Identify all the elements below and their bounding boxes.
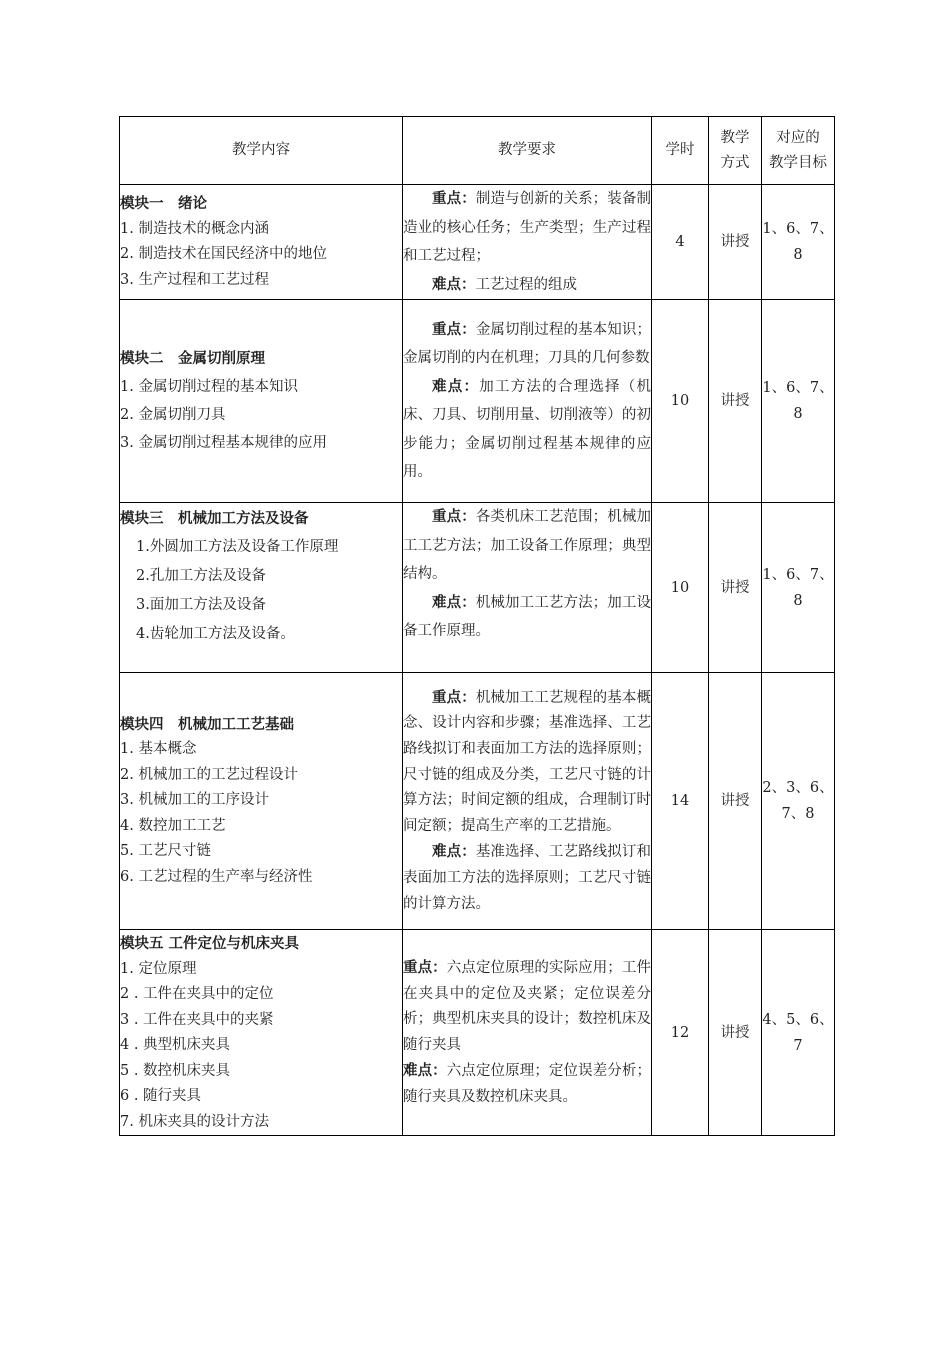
requirement-cell: [403, 673, 652, 930]
content-cell: [120, 300, 403, 503]
module-title: 模块二 金属切削原理: [120, 350, 265, 367]
method-cell: 讲授: [709, 185, 762, 300]
content-cell: [120, 185, 403, 300]
difficulty-text: 加工方法的合理选择（机床、刀具、切削用量、切削液等）的初步能力；金属切削过程基本规律的应用。: [403, 378, 652, 480]
key-label: 重点：: [432, 508, 476, 525]
syllabus-table: [119, 116, 835, 1136]
requirement-cell: [403, 930, 652, 1136]
goal-cell: 4、5、6、7: [762, 930, 835, 1136]
requirement-cell: [403, 503, 652, 673]
key-text: 各类机床工艺范围；机械加工工艺方法；加工设备工作原理；典型结构。: [403, 509, 652, 582]
table-row: [120, 503, 835, 673]
list-item: 4 . 典型机床夹具: [120, 1037, 231, 1053]
method-cell: 讲授: [709, 673, 762, 930]
hours-cell: 4: [652, 185, 709, 300]
header-content: 教学内容: [120, 117, 403, 185]
module-title: 模块四 机械加工工艺基础: [120, 715, 294, 733]
list-item: 4. 数控加工工艺: [120, 817, 226, 834]
list-item: 3. 生产过程和工艺过程: [120, 271, 269, 288]
module-title: 模块三 机械加工方法及设备: [120, 510, 309, 527]
requirement-cell: [403, 300, 652, 503]
hours-cell: 10: [652, 503, 709, 673]
list-item: 2. 制造技术在国民经济中的地位: [120, 246, 327, 262]
header-hours: 学时: [652, 117, 709, 185]
list-item: 3. 金属切削过程基本规律的应用: [120, 435, 327, 451]
goal-cell: 1、6、7、8: [762, 503, 835, 673]
difficulty-text: 工艺过程的组成: [475, 276, 577, 293]
difficulty-label: 难点：: [432, 843, 476, 861]
key-text: 六点定位原理的实际应用；工件在夹具中的定位及夹紧；定位误差分析；典型机床夹具的设计；数控机床及随行夹具: [403, 960, 651, 1053]
difficulty-text: 机械加工工艺方法；加工设备工作原理。: [403, 594, 652, 639]
key-label: 重点：: [432, 320, 476, 338]
hours-cell: 10: [652, 300, 709, 503]
goal-cell: 1、6、7、8: [762, 300, 835, 503]
key-label: 重点：: [432, 190, 476, 207]
hours-cell: 14: [652, 673, 709, 930]
list-item: 1.外圆加工方法及设备工作原理: [136, 539, 339, 555]
module-title: 模块五 工件定位与机床夹具: [120, 935, 300, 952]
header-goal: 对应的 教学目标: [762, 117, 835, 185]
list-item: 1. 制造技术的概念内涵: [120, 220, 269, 237]
key-label: 重点：: [403, 959, 447, 976]
list-item: 3 . 工件在夹具中的夹紧: [120, 1011, 274, 1028]
key-label: 重点：: [432, 688, 476, 706]
hours-cell: 12: [652, 930, 709, 1136]
list-item: 3.面加工方法及设备: [136, 597, 266, 613]
goal-cell: 2、3、6、7、8: [762, 673, 835, 930]
header-requirement: 教学要求: [403, 117, 652, 185]
list-item: 6 . 随行夹具: [120, 1088, 202, 1104]
list-item: 2. 机械加工的工艺过程设计: [120, 766, 298, 783]
method-cell: 讲授: [709, 930, 762, 1136]
list-item: 5 . 数控机床夹具: [120, 1062, 231, 1079]
difficulty-label: 难点：: [432, 593, 476, 611]
list-item: 2.孔加工方法及设备: [136, 568, 266, 584]
list-item: 6. 工艺过程的生产率与经济性: [120, 868, 313, 885]
table-row: [120, 930, 835, 1136]
list-item: 3. 机械加工的工序设计: [120, 792, 269, 809]
difficulty-text: 六点定位原理；定位误差分析；随行夹具及数控机床夹具。: [403, 1063, 651, 1105]
list-item: 4.齿轮加工方法及设备。: [136, 626, 295, 642]
table-row: [120, 300, 835, 503]
difficulty-label: 难点：: [432, 377, 480, 395]
requirement-cell: [403, 185, 652, 300]
goal-cell: 1、6、7、8: [762, 185, 835, 300]
difficulty-label: 难点：: [403, 1062, 447, 1079]
method-cell: 讲授: [709, 300, 762, 503]
content-cell: [120, 673, 403, 930]
module-title: 模块一 绪论: [120, 195, 207, 212]
list-item: 7. 机床夹具的设计方法: [120, 1113, 269, 1130]
list-item: 5. 工艺尺寸链: [120, 843, 211, 860]
header-method: 教学 方式: [709, 117, 762, 185]
list-item: 1. 定位原理: [120, 960, 197, 977]
content-cell: [120, 930, 403, 1136]
difficulty-label: 难点：: [432, 275, 476, 293]
key-text: 制造与创新的关系；装备制造业的核心任务；生产类型；生产过程和工艺过程；: [403, 191, 652, 264]
method-cell: 讲授: [709, 503, 762, 673]
key-text: 机械加工工艺规程的基本概念、设计内容和步骤；基准选择、工艺路线拟订和表面加工方法的选择原则；尺寸链的组成及分类，工艺尺寸链的计算方法；时间定额的组成，合理制订时间定额；提高生产率的工艺措施。: [403, 689, 652, 834]
content-cell: [120, 503, 403, 673]
difficulty-text: 基准选择、工艺路线拟订和表面加工方法的选择原则；工艺尺寸链的计算方法。: [403, 844, 652, 912]
key-text: 金属切削过程的基本知识；金属切削的内在机理；刀具的几何参数: [403, 321, 652, 366]
list-item: 1. 金属切削过程的基本知识: [120, 379, 298, 395]
list-item: 2 . 工件在夹具中的定位: [120, 986, 274, 1002]
list-item: 2. 金属切削刀具: [120, 407, 226, 423]
table-row: [120, 673, 835, 930]
list-item: 1. 基本概念: [120, 741, 197, 758]
table-row: [120, 185, 835, 300]
header-row: [120, 117, 835, 185]
